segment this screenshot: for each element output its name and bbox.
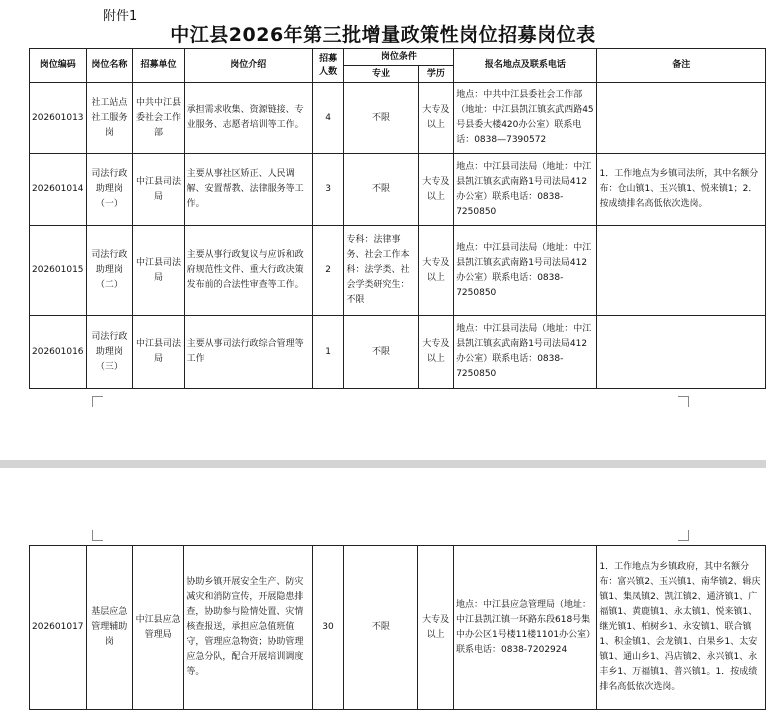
header-education: 学历 bbox=[418, 66, 454, 83]
job-count: 30 bbox=[312, 546, 344, 710]
header-contact: 报名地点及联系电话 bbox=[454, 49, 597, 83]
recruitment-table-continued bbox=[29, 545, 766, 710]
margin-corner-mark bbox=[678, 530, 689, 541]
job-name: 司法行政助理岗（三） bbox=[86, 316, 133, 389]
job-education: 大专及以上 bbox=[418, 546, 454, 710]
header-count: 招募人数 bbox=[312, 49, 344, 83]
job-unit: 中江县司法局 bbox=[133, 316, 184, 389]
page-separator bbox=[0, 460, 766, 468]
job-major: 不限 bbox=[344, 546, 418, 710]
job-remarks bbox=[597, 226, 766, 316]
job-unit: 中江县司法局 bbox=[133, 154, 184, 226]
job-count: 2 bbox=[312, 226, 344, 316]
job-major: 不限 bbox=[344, 154, 418, 226]
header-name: 岗位名称 bbox=[86, 49, 133, 83]
header-intro: 岗位介绍 bbox=[184, 49, 312, 83]
job-name: 司法行政助理岗（二） bbox=[86, 226, 133, 316]
job-major: 专科：法律事务、社会工作本科：法学类、社会学类研究生：不限 bbox=[344, 226, 418, 316]
job-education: 大专及以上 bbox=[418, 226, 454, 316]
job-remarks bbox=[597, 83, 766, 154]
attachment-label: 附件1 bbox=[103, 9, 138, 24]
job-contact: 地点：中江县应急管理局（地址：中江县凯江镇一环路东段618号集中办公区1号楼11楼1101办公室）联系电话：0838-7202924 bbox=[454, 546, 597, 710]
job-code: 202601016 bbox=[30, 316, 87, 389]
job-contact: 地点：中江县司法局（地址：中江县凯江镇玄武南路1号司法局412办公室）联系电话：0838-7250850 bbox=[454, 154, 597, 226]
header-row bbox=[30, 49, 766, 66]
job-education: 大专及以上 bbox=[418, 316, 454, 389]
table-row bbox=[30, 226, 766, 316]
job-count: 1 bbox=[312, 316, 344, 389]
job-intro: 主要从事社区矫正、人民调解、安置帮教、法律服务等工作。 bbox=[184, 154, 312, 226]
job-education: 大专及以上 bbox=[418, 154, 454, 226]
job-code: 202601017 bbox=[30, 546, 87, 710]
job-unit: 中江县应急管理局 bbox=[133, 546, 184, 710]
margin-corner-mark bbox=[678, 396, 689, 407]
job-unit: 中共中江县委社会工作部 bbox=[133, 83, 184, 154]
job-remarks bbox=[597, 316, 766, 389]
page-title: 中江县2026年第三批增量政策性岗位招募岗位表 bbox=[170, 24, 596, 46]
job-intro: 协助乡镇开展安全生产、防灾减灾和消防宣传，开展隐患排查，协助参与险情处置、灾情核查报送，承担应急值班值守，管理应急物资；协助管理应急分队，配合开展培训调度等。 bbox=[184, 546, 312, 710]
header-major: 专业 bbox=[344, 66, 418, 83]
job-name: 基层应急管理辅助岗 bbox=[86, 546, 132, 710]
job-contact: 地点：中江县司法局（地址：中江县凯江镇玄武南路1号司法局412办公室）联系电话：0838-7250850 bbox=[454, 316, 597, 389]
job-intro: 主要从事行政复议与应诉和政府规范性文件、重大行政决策发布前的合法性审查等工作。 bbox=[184, 226, 312, 316]
job-count: 4 bbox=[312, 83, 344, 154]
job-contact: 地点：中江县司法局（地址：中江县凯江镇玄武南路1号司法局412办公室）联系电话：0838-7250850 bbox=[454, 226, 597, 316]
job-major: 不限 bbox=[344, 83, 418, 154]
header-code: 岗位编码 bbox=[30, 49, 87, 83]
job-name: 社工站点社工服务岗 bbox=[86, 83, 133, 154]
job-code: 202601014 bbox=[30, 154, 87, 226]
table-row bbox=[30, 316, 766, 389]
table-row bbox=[30, 83, 766, 154]
job-unit: 中江县司法局 bbox=[133, 226, 184, 316]
job-count: 3 bbox=[312, 154, 344, 226]
table-row bbox=[30, 154, 766, 226]
header-conditions: 岗位条件 bbox=[344, 49, 454, 66]
job-name: 司法行政助理岗（一） bbox=[86, 154, 133, 226]
job-remarks: 1．工作地点为乡镇政府，其中名额分布：富兴镇2、玉兴镇1、南华镇2、辑庆镇1、集凤镇2、凯江镇2、通济镇1、广福镇1、黄鹿镇1、永太镇1、悦来镇1、继光镇1、柏树乡1、永安镇1、联合镇1、积金镇1、会龙镇1、白果乡1、太安镇1、通山乡1、冯店镇2、永兴镇1、永丰乡1、万福镇1、普兴镇1。1．按成绩排名高低依次选岗。 bbox=[597, 546, 766, 710]
job-education: 大专及以上 bbox=[418, 83, 454, 154]
job-intro: 承担需求收集、资源链接、专业服务、志愿者培训等工作。 bbox=[184, 83, 312, 154]
table-row bbox=[30, 546, 766, 710]
job-contact: 地点：中共中江县委社会工作部（地址：中江县凯江镇玄武西路45号县委大楼420办公室）联系电话：0838—7390572 bbox=[454, 83, 597, 154]
recruitment-table bbox=[29, 48, 766, 389]
header-remarks: 备注 bbox=[597, 49, 766, 83]
header-unit: 招募单位 bbox=[133, 49, 184, 83]
job-major: 不限 bbox=[344, 316, 418, 389]
margin-corner-mark bbox=[92, 530, 103, 541]
job-intro: 主要从事司法行政综合管理等工作 bbox=[184, 316, 312, 389]
page-two bbox=[0, 468, 766, 711]
margin-corner-mark bbox=[92, 396, 103, 407]
job-code: 202601013 bbox=[30, 83, 87, 154]
job-code: 202601015 bbox=[30, 226, 87, 316]
job-remarks: 1．工作地点为乡镇司法所，其中名额分布：仓山镇1、玉兴镇1、悦来镇1；2．按成绩排名高低依次选岗。 bbox=[597, 154, 766, 226]
